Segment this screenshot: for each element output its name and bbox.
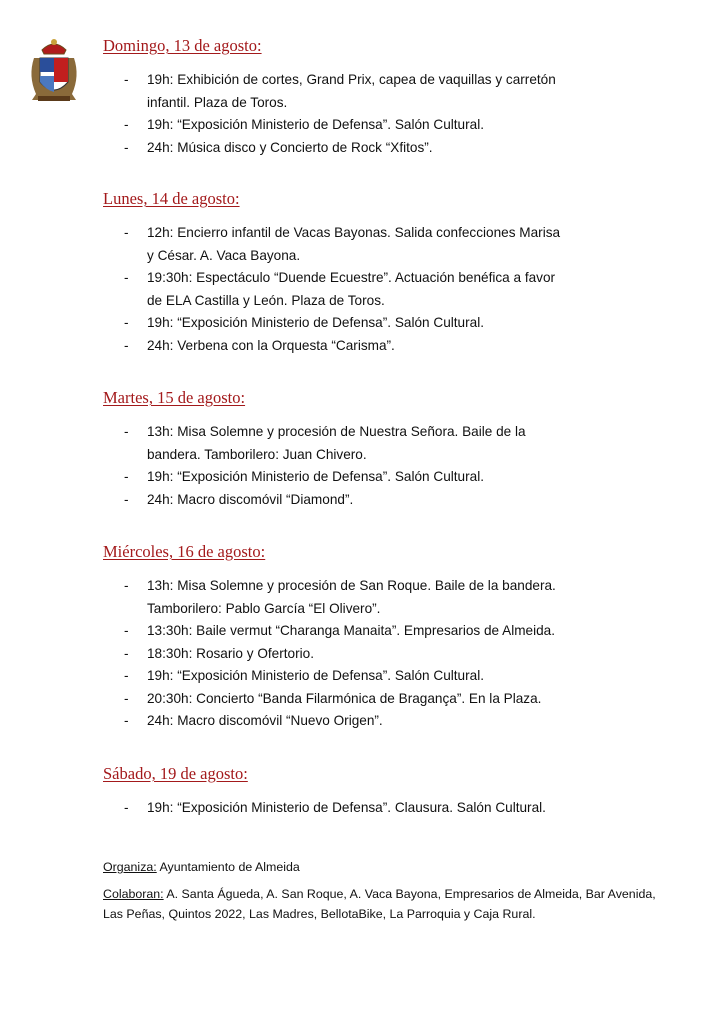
- bullet-dash: -: [124, 117, 129, 132]
- event-text: 19h: “Exposición Ministerio de Defensa”. Salón Cultural.: [147, 315, 484, 330]
- day-heading: Domingo, 13 de agosto:: [103, 36, 262, 55]
- event-item: [103, 335, 703, 358]
- event-text: Tamborilero: Pablo García “El Olivero”.: [147, 600, 381, 616]
- event-text: 24h: Macro discomóvil “Diamond”.: [147, 491, 354, 507]
- event-text: 19h: “Exposición Ministerio de Defensa”. Salón Cultural.: [147, 469, 484, 484]
- event-item: [103, 665, 703, 688]
- event-item: [103, 312, 703, 335]
- day-section: [103, 763, 703, 820]
- bullet-dash: -: [124, 225, 129, 240]
- event-item: [103, 222, 703, 267]
- colaboran-text: A. Santa Águeda, A. San Roque, A. Vaca Bayona, Empresarios de Almeida, Bar Avenida, Las Peñas, Quintos 2022, Las Madres, BellotaBike, La Parroquia y Caja Rural.: [103, 887, 656, 921]
- event-item: [103, 267, 703, 312]
- event-text: 13:30h: Baile vermut “Charanga Manaita”. Empresarios de Almeida.: [147, 623, 556, 638]
- event-item: [103, 797, 703, 820]
- bullet-dash: -: [124, 713, 129, 728]
- bullet-dash: -: [124, 645, 129, 661]
- event-text: infantil. Plaza de Toros.: [147, 94, 288, 110]
- day-heading: Miércoles, 16 de agosto:: [103, 542, 266, 561]
- event-item: [103, 69, 703, 114]
- day-section: [103, 541, 703, 733]
- event-text: 24h: Verbena con la Orquesta “Carisma”.: [147, 337, 395, 353]
- event-text: 13h: Misa Solemne y procesión de San Roque. Baile de la bandera.: [147, 578, 556, 593]
- bullet-dash: -: [124, 270, 129, 285]
- bullet-dash: -: [124, 491, 129, 507]
- collaborators-note: [103, 884, 663, 924]
- event-item: [103, 489, 703, 512]
- event-item: [103, 575, 703, 620]
- organiza-label: Organiza:: [103, 860, 157, 874]
- day-section: [103, 188, 703, 357]
- event-item: [103, 137, 703, 160]
- event-text: 19h: “Exposición Ministerio de Defensa”. Salón Cultural.: [147, 668, 484, 683]
- bullet-dash: -: [124, 623, 129, 638]
- event-list: [103, 421, 703, 511]
- bullet-dash: -: [124, 800, 129, 815]
- event-text: 24h: Macro discomóvil “Nuevo Origen”.: [147, 713, 383, 728]
- bullet-dash: -: [124, 337, 129, 353]
- event-item: [103, 643, 703, 666]
- coat-of-arms-icon: [26, 36, 82, 106]
- event-item: [103, 114, 703, 137]
- bullet-dash: -: [124, 668, 129, 683]
- event-text: 18:30h: Rosario y Ofertorio.: [147, 645, 314, 661]
- bullet-dash: -: [124, 315, 129, 330]
- day-heading: Martes, 15 de agosto:: [103, 388, 246, 407]
- event-text: 13h: Misa Solemne y procesión de Nuestra Señora. Baile de la: [147, 424, 526, 439]
- bullet-dash: -: [124, 139, 129, 155]
- event-text: 24h: Música disco y Concierto de Rock “Xfitos”.: [147, 139, 433, 155]
- event-item: [103, 466, 703, 489]
- event-text: 19h: “Exposición Ministerio de Defensa”. Salón Cultural.: [147, 117, 484, 132]
- event-text: y César. A. Vaca Bayona.: [147, 247, 301, 263]
- event-item: [103, 688, 703, 711]
- event-list: [103, 69, 703, 159]
- event-text: 12h: Encierro infantil de Vacas Bayonas. Salida confecciones Marisa: [147, 225, 561, 240]
- day-section: [103, 387, 703, 511]
- event-item: [103, 710, 703, 733]
- bullet-dash: -: [124, 690, 129, 706]
- event-text: 19h: Exhibición de cortes, Grand Prix, capea de vaquillas y carretón: [147, 72, 556, 87]
- bullet-dash: -: [124, 469, 129, 484]
- organiza-text: Ayuntamiento de Almeida: [156, 860, 300, 874]
- day-heading: Sábado, 19 de agosto:: [103, 764, 248, 783]
- event-text: bandera. Tamborilero: Juan Chivero.: [147, 446, 367, 462]
- bullet-dash: -: [124, 72, 129, 87]
- event-text: 19:30h: Espectáculo “Duende Ecuestre”. Actuación benéfica a favor: [147, 270, 556, 285]
- colaboran-label: Colaboran:: [103, 887, 164, 901]
- day-heading: Lunes, 14 de agosto:: [103, 189, 240, 208]
- event-list: [103, 797, 703, 820]
- organizer-note: [103, 857, 663, 877]
- event-list: [103, 222, 703, 357]
- event-text: de ELA Castilla y León. Plaza de Toros.: [147, 292, 385, 308]
- event-item: [103, 421, 703, 466]
- day-section: [103, 35, 703, 159]
- event-list: [103, 575, 703, 733]
- event-item: [103, 620, 703, 643]
- event-text: 20:30h: Concierto “Banda Filarmónica de Bragança”. En la Plaza.: [147, 690, 542, 706]
- bullet-dash: -: [124, 424, 129, 439]
- event-text: 19h: “Exposición Ministerio de Defensa”. Clausura. Salón Cultural.: [147, 800, 546, 815]
- bullet-dash: -: [124, 578, 129, 593]
